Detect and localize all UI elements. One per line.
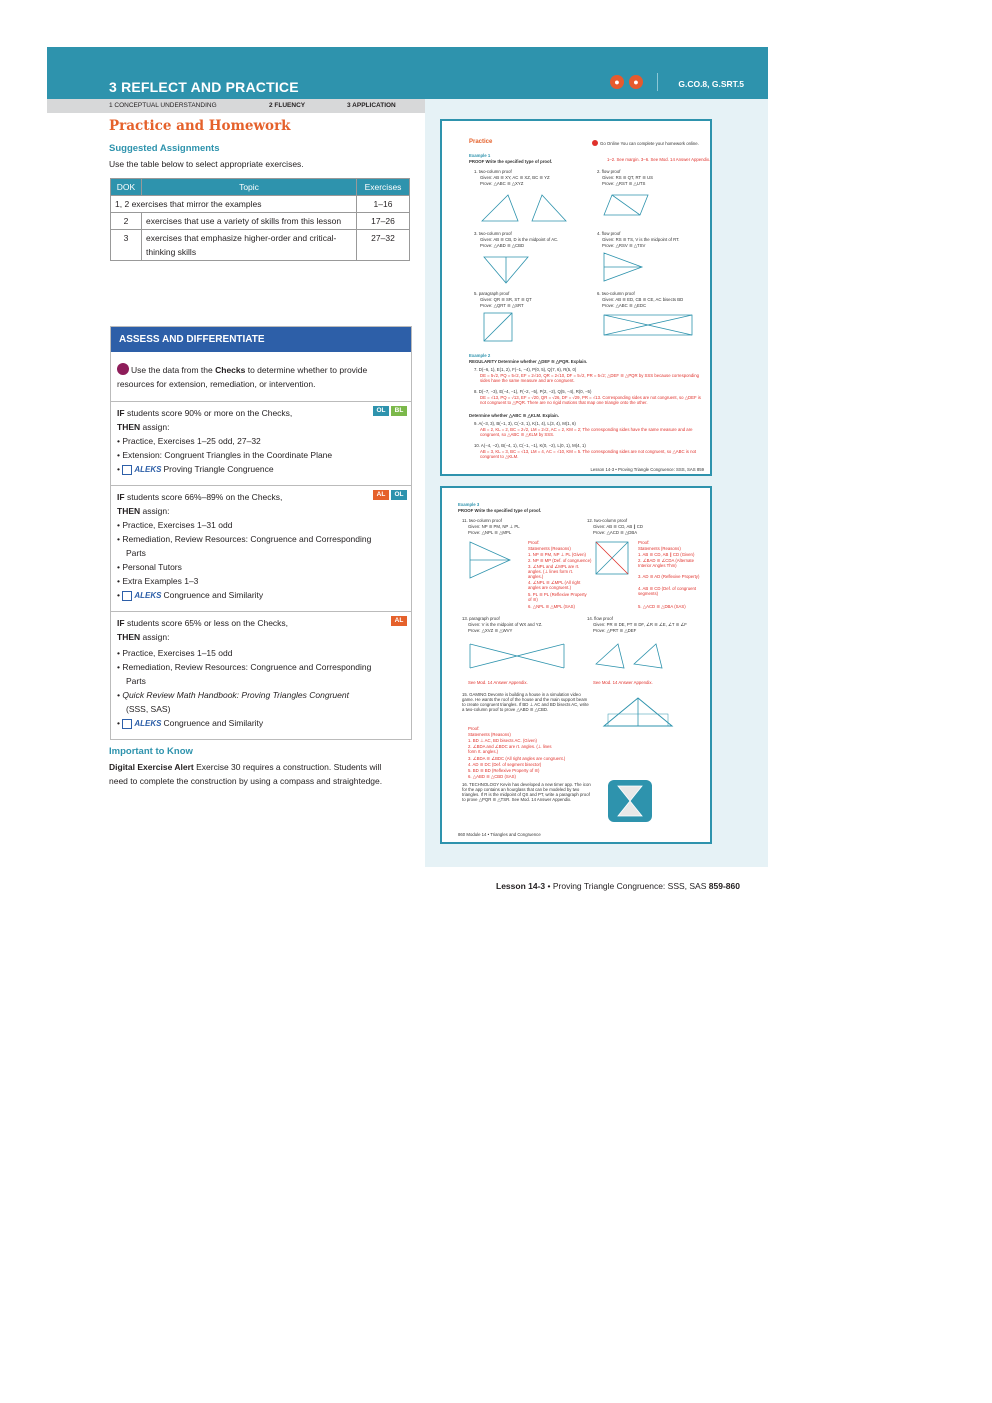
exercises-cell: 27–32 [357, 230, 410, 261]
go-online-text: Go Online You can complete your homework online. [600, 141, 699, 146]
list-item[interactable]: • ALEKS Congruence and Similarity [117, 590, 264, 600]
exercise-13-prove: Prove: △XVZ ≅ △WVY [468, 628, 513, 633]
exercise-6-prove: Prove: △ABC ≅ △EDC [602, 303, 647, 308]
tab-application[interactable]: 3 APPLICATION [347, 102, 396, 109]
important-line2: need to complete the construction by using a compass and straightedge. [109, 776, 383, 786]
exercise-2: 2. flow proof [597, 169, 621, 174]
exercise-5: 5. paragraph proof [474, 291, 510, 296]
assess-block-advanced [111, 401, 411, 486]
tab-conceptual[interactable]: 1 CONCEPTUAL UNDERSTANDING [109, 102, 217, 109]
table-row [111, 230, 410, 261]
exercises-cell: 1–16 [357, 196, 410, 213]
figure-ex12 [592, 540, 632, 576]
exercise-3: 3. two-column proof [474, 231, 512, 236]
student-page-860: Example 3 PROOF Write the specified type of proof. 11. two-column proof Given: NP ≅ PM, NP ⊥ PL Prove: △NPL ≅ △MPL Proof: Statements (Reasons) 1. NP ≅ PM, NP ⊥ PL (Given) 2. NP ≅ MP (Def. of congruence) 3. ∠NPL and ∠MPL are rt. angles. (⊥ lines form rt. angles.) 4. ∠NPL ≅ ∠MPL (All right angles are congruent.) 5. PL ≅ PL (Reflexive Property of ≅) 6. △NPL ≅ △MPL (SAS) 12. two-column proof Given: AB ≅ CD, AB ∥ CD Prove: △ACD ≅ △DBA Proof: Statements (Reasons) 1. AB ≅ CD, AB ∥ CD (Given) 2. ∠BAD ≅ ∠CDA (Alternate Interior Angles Thm) 3. AD ≅ AD (Reflexive Property) 4. AB ≅ CD (Def. of congruent segments) 5. △ACD ≅ △DBA (SAS) 13. paragraph proof Given: V is the midpoint of WX and YZ. Prove: △XVZ ≅ △WVY See Mod. 14 Answer Appendix. 14. flow proof Given: PR ≅ DE, PT ≅ DF, ∠R ≅ ∠E, ∠T ≅ ∠F Prove: △PRT ≅ △DEF See Mod. 14 Answer Appendix. 15. GAMING Devonte is building a house in a simulation video game. He wants the roof of the house and the main support beam to create congruent triangles. If BD ⊥ AC and BD bisects AC, write a two-column proof to prove △ABD ≅ △CBD. Proof: Statements (Reasons) 1. BD ⊥ AC, BD bisects AC. (Given) 2. ∠BDA and ∠BDC are rt. angles. (⊥ lines form rt. angles.) 3. ∠BDA ≅ ∠BDC (All right angles are congruent.) 4. AD ≅ DC (Def. of segment bisector) 5. BD ≅ BD (Reflexive Property of ≅) 6. △ABD ≅ △CBD (SAS) 16. TECHNOLOGY Kevin has developed a new timer app. The icon for the app contains an hourglass that can be modeled by two triangles. If R is the midpoint of QS and PT, write a paragraph proof to prove △PQR ≅ △TSR. See Mod. 14 Answer Appendix. 860 Module 14 • Triangles and Congruence [440, 486, 712, 844]
exercise-12: 12. two-column proof [587, 518, 628, 523]
dok-table [110, 178, 410, 261]
suggested-assignments-title: Suggested Assignments [109, 143, 220, 154]
important-title: Important to Know [109, 746, 193, 757]
exercise-15: 15. GAMING Devonte is building a house in a simulation video game. He wants the roof of the house and the main support beam to create congruent triangles. If BD ⊥ AC and BD bisects AC, write a two-column proof to prove △ABD ≅ △CBD. [462, 692, 589, 712]
answer-note: 1–2. See margin. 3–6. See Mod. 14 Answer Appendix. [607, 157, 711, 162]
banner-divider [657, 73, 658, 91]
exercises-header: Exercises [357, 179, 410, 196]
list-item[interactable]: • Quick Review Math Handbook: Proving Triangles Congruent [117, 690, 349, 700]
exercise-6-given: Given: AB ≅ ED, CB ≅ CE, AC bisects BD [602, 297, 684, 302]
exercise-9: 9. A(−3, 3), B(−1, 3), C(−3, 1), K(1, 4), L(3, 4), M(1, 6) [474, 421, 576, 426]
exercise-12-given: Given: AB ≅ CD, AB ∥ CD [593, 524, 643, 529]
assess-block-ontrack [111, 485, 411, 610]
exercise-14-answer: See Mod. 14 Answer Appendix. [593, 680, 653, 685]
banner-title: 3 REFLECT AND PRACTICE [109, 79, 299, 95]
figure-ex4 [602, 251, 646, 283]
exercise-4-given: Given: RS ≅ TS, V is the midpoint of RT. [602, 237, 680, 242]
practice-heading: Practice [469, 139, 493, 145]
proof-prompt: PROOF Write the specified type of proof. [458, 508, 542, 513]
assess-differentiate-box [110, 326, 412, 740]
student-page-859 [440, 119, 712, 476]
bl-badge: BL [391, 406, 407, 416]
list-item[interactable]: • Extra Examples 1–3 [117, 576, 199, 586]
example-label: Example 1 [469, 153, 491, 158]
exercise-4-prove: Prove: △RSV ≅ △TSV [602, 243, 646, 248]
aleks-icon [122, 591, 132, 601]
assess-title: ASSESS AND DIFFERENTIATE [111, 327, 411, 352]
then-line: THEN assign: [117, 506, 170, 516]
if-line: IF students score 66%–89% on the Checks, [117, 492, 283, 502]
exercise-14: 14. flow proof [587, 616, 613, 621]
exercise-2-given: Given: RS ≅ QT, RT ≅ US [602, 175, 653, 180]
exercise-7: 7. D(−6, 1), E(1, 2), F(−1, −4), P(0, 5), Q(7, 6), R(5, 0) [474, 367, 577, 372]
al-badge: AL [391, 616, 407, 626]
figure-ex11 [466, 540, 512, 580]
individual-work-icon: ● [610, 75, 624, 89]
proof-prompt: PROOF Write the specified type of proof. [469, 159, 553, 164]
exercise-14-given: Given: PR ≅ DE, PT ≅ DF, ∠R ≅ ∠E, ∠T ≅ ∠F [593, 622, 687, 627]
figure-ex15-roof [602, 694, 674, 730]
important-line1: Digital Exercise Alert Exercise 30 requires a construction. Students will [109, 762, 382, 772]
dok-cell: 2 [111, 213, 142, 230]
klm-prompt: Determine whether △ABC ≅ △KLM. Explain. [469, 413, 559, 418]
exercise-11: 11. two-column proof [462, 518, 502, 523]
assess-block-intervention [111, 611, 411, 740]
list-item[interactable]: • Remediation, Review Resources: Congruence and Corresponding [117, 662, 372, 672]
exercise-13-answer: See Mod. 14 Answer Appendix. [468, 680, 528, 685]
list-item: • Practice, Exercises 1–15 odd [117, 648, 233, 658]
exercise-11-prove: Prove: △NPL ≅ △MPL [468, 530, 512, 535]
exercise-6: 6. two-column proof [597, 291, 635, 296]
then-line: THEN assign: [117, 422, 170, 432]
data-chart-icon [117, 363, 129, 375]
exercise-5-prove: Prove: △QRT ≅ △SRT [480, 303, 524, 308]
list-item[interactable]: • Extension: Congruent Triangles in the Coordinate Plane [117, 450, 333, 460]
exercise-16: 16. TECHNOLOGY Kevin has developed a new timer app. The icon for the app contains an hourglass that can be modeled by two triangles. If R is the midpoint of QS and PT, write a paragraph proof to prove △PQR ≅ △TSR. See Mod. 14 Answer Appendix. [462, 782, 591, 802]
example-label: Example 3 [458, 502, 480, 507]
section-title: Practice and Homework [109, 118, 291, 134]
page-footer: Lesson 14-3 • Proving Triangle Congruence: SSS, SAS 859 [590, 467, 704, 472]
page-footer: 860 Module 14 • Triangles and Congruence [458, 832, 541, 837]
figure-ex3 [482, 251, 532, 285]
regularity-prompt: REGULARITY Determine whether △DEF ≅ △PQR. Explain. [469, 359, 588, 364]
list-item: • Practice, Exercises 1–31 odd [117, 520, 233, 530]
exercise-5-given: Given: QR ≅ SR, ST ≅ QT [480, 297, 532, 302]
exercise-3-given: Given: AB ≅ CB, D is the midpoint of AC. [480, 237, 559, 242]
list-item[interactable]: • ALEKS Congruence and Similarity [117, 718, 264, 728]
if-line: IF students score 65% or less on the Checks, [117, 618, 289, 628]
dok-header: DOK [111, 179, 142, 196]
list-item[interactable]: • Remediation, Review Resources: Congruence and Corresponding [117, 534, 372, 544]
list-item-cont: Parts [126, 676, 146, 686]
exercise-10-answer: AB = 3, KL = 3, BC = √13, LM = 4, AC = √10, KM = 5. The corresponding sides are not congruent, so △ABC is not congruent to △KLM. [480, 449, 697, 459]
pair-work-icon: ● [629, 75, 643, 89]
topic-header: Topic [142, 179, 357, 196]
list-item[interactable]: • ALEKS Proving Triangle Congruence [117, 464, 274, 474]
aleks-icon [122, 719, 132, 729]
exercise-8: 8. D(−7, −3), E(−4, −1), F(−2, −5), P(2, −2), Q(5, −4), R(0, −5) [474, 389, 592, 394]
exercise-9-answer: AB = 2, KL = 2, BC = 2√2, LM = 2√2, AC = 2, KM = 2; The corresponding sides have the same measure and are congruent, so △ABC ≅ △KLM by SSS. [480, 427, 693, 437]
exercise-3-prove: Prove: △ABD ≅ △CBD [480, 243, 525, 248]
ol-badge: OL [391, 490, 407, 500]
figure-ex5 [482, 311, 516, 345]
exercise-13-given: Given: V is the midpoint of WX and YZ. [468, 622, 543, 627]
exercise-2-prove: Prove: △RST ≅ △UTS [602, 181, 646, 186]
exercise-7-answer: DE = 5√2, PQ = 5√2, EF = 2√10, QR = 2√10, DF = 5√2, PR = 5√2; △DEF ≅ △PQR by SSS because corresponding sides have the same measure and are congruent. [480, 373, 700, 383]
al-badge: AL [373, 490, 389, 500]
figure-ex14 [594, 640, 670, 672]
exercise-8-answer: DE = √13, PQ = √13, EF = √20, QR = √26, DF = √29, PR = √13. Corresponding sides are not congruent, so △DEF is not congruent to △PQR. There are no rigid motions that map one triangle onto the other. [480, 395, 701, 405]
exercises-cell: 17–26 [357, 213, 410, 230]
tab-fluency[interactable]: 2 FLUENCY [269, 102, 306, 109]
exercise-1-given: Given: AB ≅ XY, AC ≅ XZ, BC ≅ YZ [480, 175, 550, 180]
header-banner [47, 47, 768, 99]
hourglass-app-icon [608, 780, 652, 822]
exercise-14-prove: Prove: △PRT ≅ △DEF [593, 628, 637, 633]
figure-ex13 [468, 638, 568, 674]
standards-label: G.CO.8, G.SRT.5 [678, 79, 744, 89]
if-line: IF students score 90% or more on the Checks, [117, 408, 293, 418]
ol-badge: OL [373, 406, 389, 416]
exercise-10: 10. A(−4, −2), B(−4, 1), C(−1, −1), K(0, −2), L(0, 1), M(4, 1) [474, 443, 586, 448]
list-item: • Practice, Exercises 1–25 odd, 27–32 [117, 436, 261, 446]
exercise-1: 1. two-column proof [474, 169, 512, 174]
table-row [111, 213, 410, 230]
student-page-panel [425, 99, 768, 867]
figure-ex2 [602, 191, 652, 219]
topic-cell: exercises that emphasize higher-order and critical-thinking skills [142, 230, 357, 261]
page-footer: Lesson 14-3 • Proving Triangle Congruence: SSS, SAS 859-860 [496, 881, 740, 891]
dok-row1-combined: 1, 2 exercises that mirror the examples [111, 196, 357, 213]
then-line: THEN assign: [117, 632, 170, 642]
go-online-icon [592, 140, 598, 146]
example-label: Example 2 [469, 353, 491, 358]
list-item-cont: (SSS, SAS) [126, 704, 171, 714]
suggested-intro: Use the table below to select appropriate exercises. [109, 159, 304, 169]
exercise-13: 13. paragraph proof [462, 616, 500, 621]
assess-intro-line2: resources for extension, remediation, or intervention. [117, 379, 316, 389]
exercise-11-given: Given: NP ≅ PM, NP ⊥ PL [468, 524, 520, 529]
exercise-4: 4. flow proof [597, 231, 621, 236]
figure-ex1 [480, 189, 570, 225]
exercise-1-prove: Prove: △ABC ≅ △XYZ [480, 181, 524, 186]
exercise-12-prove: Prove: △ACD ≅ △DBA [593, 530, 638, 535]
list-item-cont: Parts [126, 548, 146, 558]
lesson-phase-tabs [47, 99, 425, 113]
dok-cell: 3 [111, 230, 142, 261]
figure-ex6 [602, 313, 694, 337]
aleks-icon [122, 465, 132, 475]
assess-intro: Use the data from the Checks to determine whether to provide [131, 365, 368, 375]
table-row [111, 196, 410, 213]
list-item[interactable]: • Personal Tutors [117, 562, 182, 572]
topic-cell: exercises that use a variety of skills from this lesson [142, 213, 357, 230]
